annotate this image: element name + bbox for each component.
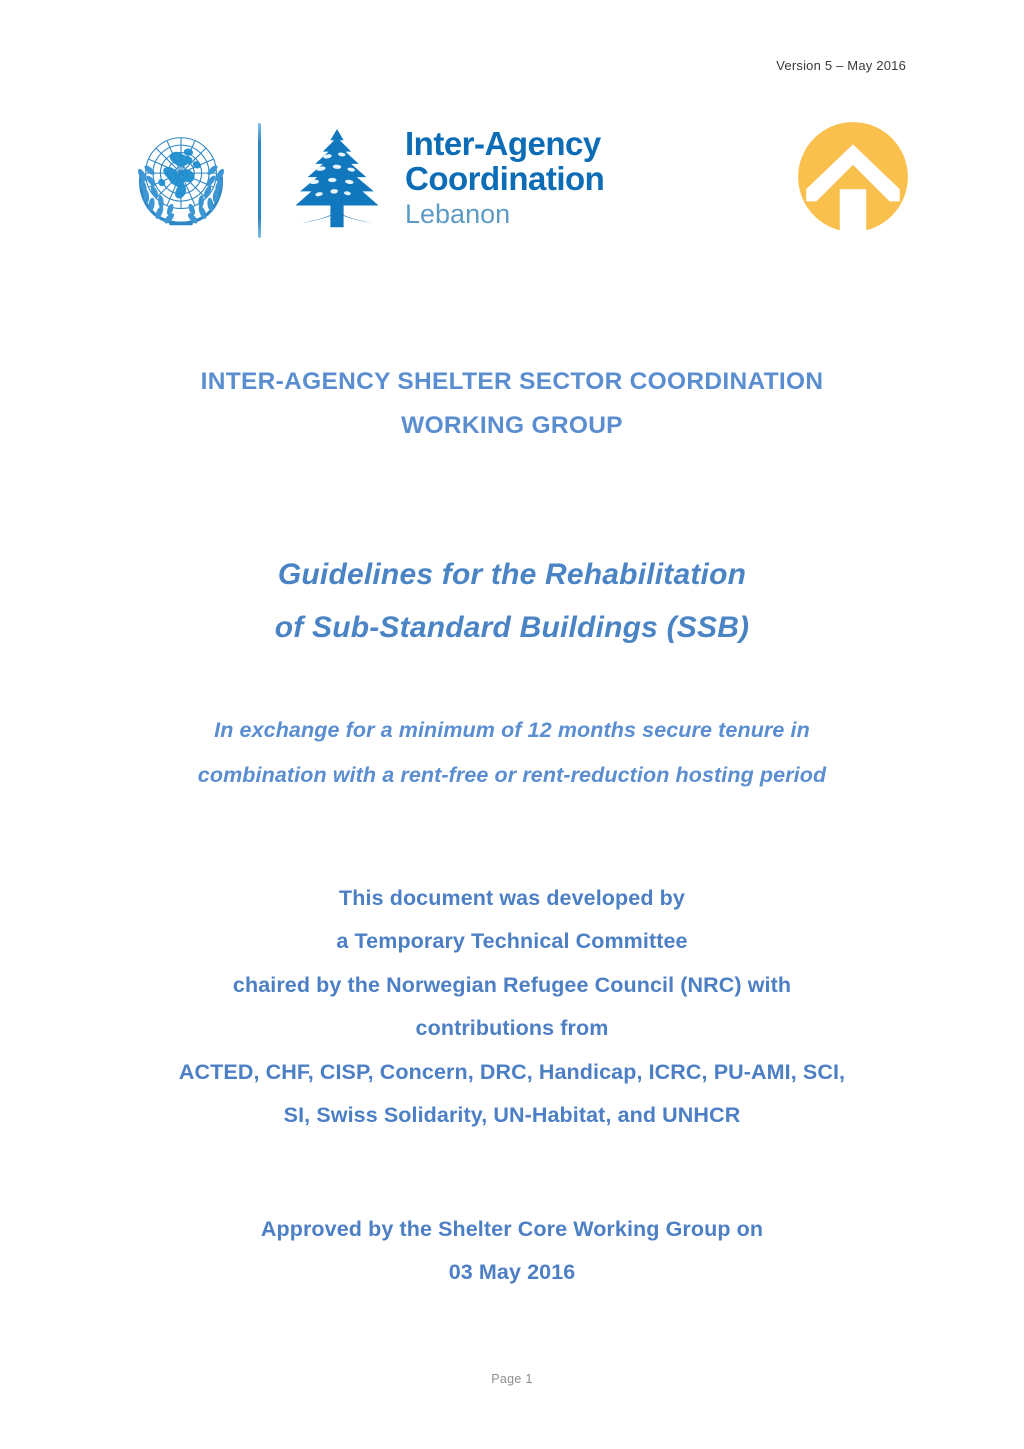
- credits-block: [72, 877, 952, 1138]
- shelter-sector-logo-icon: [792, 118, 914, 240]
- un-emblem-icon: [122, 124, 240, 236]
- document-title-line-2: of Sub-Standard Buildings (SSB): [274, 611, 750, 645]
- approval-line-1: Approved by the Shelter Core Working Group on: [260, 1217, 764, 1241]
- inter-agency-wordmark: [405, 126, 604, 235]
- page-footer: Page 1: [491, 1372, 533, 1386]
- approval-block: [112, 1208, 912, 1295]
- credits-line-2: a Temporary Technical Committee: [336, 929, 688, 954]
- page-title-line-1: INTER-AGENCY SHELTER SECTOR COORDINATION: [200, 368, 824, 395]
- lebanon-cedar-icon: [285, 124, 389, 236]
- document-subtitle-line-1: In exchange for a minimum of 12 months secure tenure in: [214, 718, 810, 742]
- credits-line-3: chaired by the Norwegian Refugee Council (NRC) with: [232, 972, 792, 997]
- document-subtitle: [92, 708, 932, 797]
- approval-date: 03 May 2016: [448, 1260, 576, 1285]
- credits-line-4: contributions from: [415, 1016, 609, 1041]
- wordmark-line-inter-agency: Inter-Agency: [405, 124, 601, 162]
- document-subtitle-line-2: combination with a rent-free or rent-reduction hosting period: [197, 762, 827, 787]
- inter-agency-coordination-logo: [122, 120, 604, 240]
- document-title: [112, 548, 912, 655]
- credits-line-1: This document was developed by: [339, 886, 685, 910]
- wordmark-line-lebanon: Lebanon: [405, 198, 511, 229]
- wordmark-line-coordination: Coordination: [405, 160, 605, 198]
- vertical-divider: [258, 123, 261, 238]
- logo-band: [0, 112, 1024, 252]
- page-title: [112, 360, 912, 447]
- credits-line-6: SI, Swiss Solidarity, UN-Habitat, and UNHCR: [283, 1103, 741, 1128]
- page-title-line-2: WORKING GROUP: [401, 411, 623, 439]
- credits-line-5: ACTED, CHF, CISP, Concern, DRC, Handicap, ICRC, PU-AMI, SCI,: [178, 1059, 846, 1084]
- version-note: Version 5 – May 2016: [776, 58, 906, 73]
- document-title-line-1: Guidelines for the Rehabilitation: [277, 558, 747, 591]
